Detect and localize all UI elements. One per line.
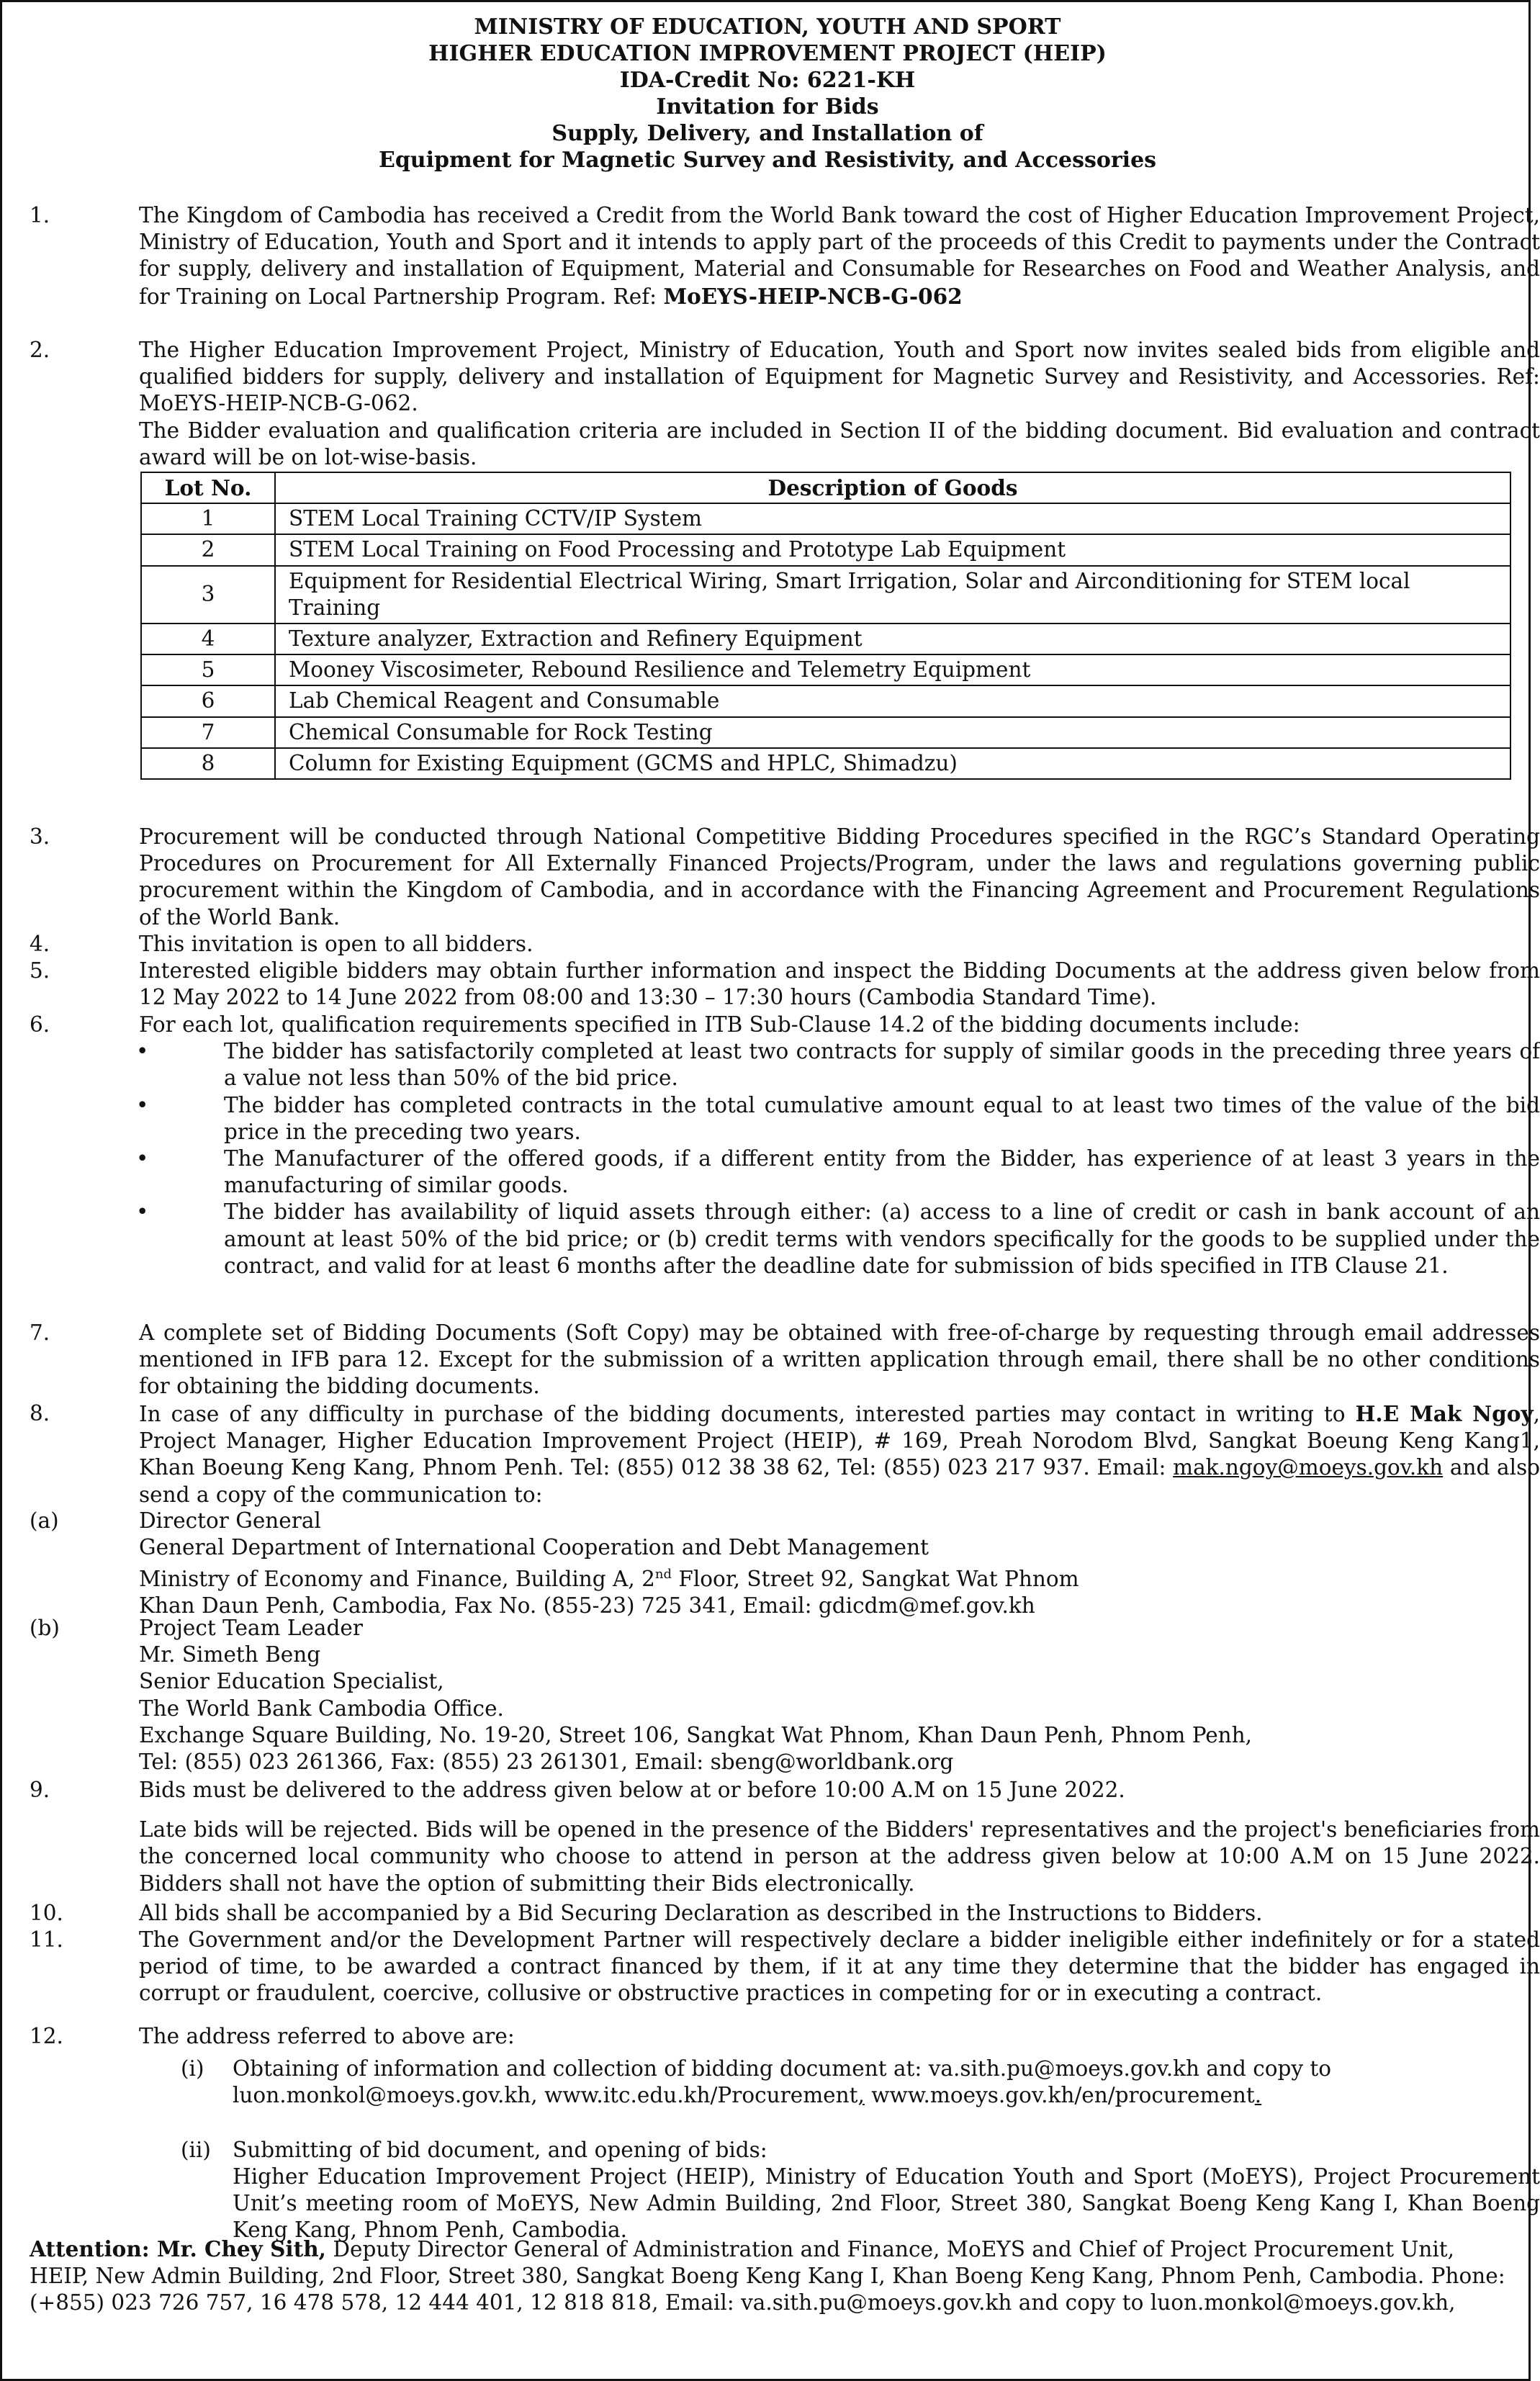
paragraph-number: 6.: [30, 1012, 50, 1037]
paragraph-text: This invitation is open to all bidders.: [139, 932, 533, 956]
table-row: [141, 624, 1510, 654]
paragraph-text: Interested eligible bidders may obtain further information and inspect the Bidding Documents at the address given below from 12 May 2022 to 14 June 2022 from 08:00 and 13:30 – 17:30 hours (Cambodia Standard Time).: [139, 958, 1540, 1010]
address-label-i: (i): [181, 2056, 204, 2081]
table-row: [141, 534, 1510, 565]
contact-a-line: Ministry of Economy and Finance, Building A, 2: [139, 1567, 655, 1592]
requirement-text: The Manufacturer of the offered goods, if a different entity from the Bidder, has experience of at least 3 years in the manufacturing of similar goods.: [224, 1146, 1540, 1198]
lot-description: Texture analyzer, Extraction and Refinery Equipment: [275, 624, 1510, 654]
lot-number: 1: [141, 503, 275, 534]
contact-a-line: Floor, Street 92, Sangkat Wat Phnom: [672, 1567, 1079, 1592]
subject-line-1: Supply, Delivery, and Installation of: [551, 121, 983, 146]
contact-b-line: The World Bank Cambodia Office.: [139, 1696, 504, 1721]
lots-table: [140, 472, 1511, 780]
paragraph-text: The Kingdom of Cambodia has received a Credit from the World Bank toward the cost of Higher Education Improvement Project, Ministry of Education, Youth and Sport and it intends to apply part of the proceeds of this Credit to payments under the Contract for supply, delivery and installation of Equipment, Material and Consumable for Researches on Food and Weather Analysis, and for Training on Local Partnership Program. Ref:: [139, 203, 1540, 309]
paragraph-text: The Higher Education Improvement Project, Ministry of Education, Youth and Sport now invites sealed bids from eligible and qualified bidders for supply, delivery and installation of Equipment for Magnetic Survey and Resistivity, and Accessories. Ref: MoEYS-HEIP-NCB-G-062.: [139, 338, 1540, 416]
paragraph-number: 3.: [30, 824, 50, 849]
address-i: [139, 2056, 1540, 2109]
address-ii-text: Higher Education Improvement Project (HEIP), Ministry of Education Youth and Sport (MoEYS), Project Procurement Unit’s meeting room of MoEYS, New Admin Building, 2nd Floor, Street 380, Sangkat Boeng Keng Kang I, Khan Boeng Keng Kang, Phnom Penh, Cambodia.: [233, 2164, 1540, 2243]
lot-description: STEM Local Training on Food Processing and Prototype Lab Equipment: [275, 534, 1510, 565]
contact-a-line: Director General: [139, 1508, 321, 1533]
paragraph-text: For each lot, qualification requirements specified in ITB Sub-Clause 14.2 of the bidding documents include:: [139, 1012, 1300, 1037]
period: .: [1254, 2083, 1262, 2108]
attention-label: Attention: Mr. Chey Sith,: [30, 2236, 326, 2261]
paragraph-number: 8.: [30, 1401, 50, 1426]
lot-number: 6: [141, 685, 275, 716]
lot-number: 5: [141, 654, 275, 685]
bullet-icon: •: [136, 1039, 149, 1064]
table-row: [141, 503, 1510, 534]
paragraph-text-2: Late bids will be rejected. Bids will be opened in the presence of the Bidders' representatives and the project's beneficiaries from the concerned local community who choose to attend in person at the address given below at 10:00 A.M on 15 June 2022. Bidders shall not have the option of submitting their Bids electronically.: [139, 1817, 1540, 1896]
lot-description: Mooney Viscosimeter, Rebound Resilience and Telemetry Equipment: [275, 654, 1510, 685]
requirement-text: The bidder has satisfactorily completed at least two contracts for supply of similar goods in the preceding three years of a value not less than 50% of the bid price.: [224, 1039, 1540, 1091]
paragraph-text: Bids must be delivered to the address given below at or before 10:00 A.M on 15 June 2022.: [139, 1778, 1125, 1802]
paragraph-number: 2.: [30, 338, 50, 362]
project-title: HIGHER EDUCATION IMPROVEMENT PROJECT (HEIP): [428, 41, 1107, 66]
notice-header: [2, 14, 1533, 174]
paragraph-number: 5.: [30, 958, 50, 983]
table-row: [141, 717, 1510, 748]
paragraph-text: All bids shall be accompanied by a Bid Securing Declaration as described in the Instructions to Bidders.: [139, 1901, 1263, 1925]
comma: ,: [857, 2083, 865, 2108]
column-header-lot: Lot No.: [141, 472, 275, 503]
address-label-ii: (ii): [181, 2137, 211, 2162]
contact-b-line: Senior Education Specialist,: [139, 1669, 444, 1694]
contact-b-line: Exchange Square Building, No. 19-20, Street 106, Sangkat Wat Phnom, Khan Daun Penh, Phnom Penh,: [139, 1722, 1253, 1747]
paragraph-number: 7.: [30, 1320, 50, 1345]
lot-number: 2: [141, 534, 275, 565]
contact-email-link[interactable]: mak.ngoy@moeys.gov.kh: [1173, 1455, 1444, 1480]
address-ii: [139, 2137, 1540, 2244]
lot-description: Chemical Consumable for Rock Testing: [275, 717, 1510, 748]
lot-description: Equipment for Residential Electrical Wiring, Smart Irrigation, Solar and Airconditioning for STEM local Training: [275, 566, 1510, 624]
contact-b-line: Tel: (855) 023 261366, Fax: (855) 23 261301, Email: sbeng@worldbank.org: [139, 1750, 954, 1775]
requirement-text: The bidder has completed contracts in the total cumulative amount equal to at least two times of the value of the bid price in the preceding two years.: [224, 1092, 1540, 1144]
paragraph-number: 1.: [30, 203, 50, 228]
contact-a-line: Khan Daun Penh, Cambodia, Fax No. (855-23) 725 341, Email: gdicdm@mef.gov.kh: [139, 1593, 1035, 1619]
attention-text: Deputy Director General of Administration and Finance, MoEYS and Chief of Project Procurement Unit, HEIP, New Admin Building, 2nd Floor, Street 380, Sangkat Boeng Keng Kang I, Khan Boeng Keng Kang, Phnom Penh, Cambodia. Phone: (+855) 023 726 757, 16 478 578, 12 444 401, 12 818 818, Email: va.sith.pu@moeys.gov.kh and copy to luon.monkol@moeys.gov.kh,: [30, 2237, 1505, 2315]
table-row: [141, 748, 1510, 779]
contact-a-line: General Department of International Cooperation and Debt Management: [139, 1535, 929, 1560]
lot-number: 3: [141, 566, 275, 624]
table-row: [141, 685, 1510, 716]
credit-number: IDA-Credit No: 6221-KH: [619, 68, 916, 93]
contact-label-a: (a): [30, 1508, 59, 1533]
table-row: [141, 566, 1510, 624]
subject-line-2: Equipment for Magnetic Survey and Resistivity, and Accessories: [378, 148, 1157, 173]
lot-number: 8: [141, 748, 275, 779]
contact-b-line: Project Team Leader: [139, 1616, 363, 1640]
contact-name: H.E Mak Ngoy: [1355, 1401, 1534, 1426]
table-row: [141, 654, 1510, 685]
lot-description: Lab Chemical Reagent and Consumable: [275, 685, 1510, 716]
address-i-line: Obtaining of information and collection of bidding document at: va.sith.pu@moeys.gov.kh and copy to: [233, 2056, 1332, 2081]
reference-number: MoEYS-HEIP-NCB-G-062: [663, 283, 963, 309]
lot-number: 4: [141, 624, 275, 654]
paragraph-text: A complete set of Bidding Documents (Soft Copy) may be obtained with free-of-charge by requesting through email addresses mentioned in IFB para 12. Except for the submission of a written application through email, there shall be no other conditions for obtaining the bidding documents.: [139, 1320, 1540, 1399]
ministry-title: MINISTRY OF EDUCATION, YOUTH AND SPORT: [474, 14, 1061, 40]
requirement-item: [136, 1146, 1540, 1199]
paragraph-number: 9.: [30, 1778, 50, 1802]
requirement-text: The bidder has availability of liquid assets through either: (a) access to a line of credit or cash in bank account of an amount at least 50% of the bid price; or (b) credit terms with vendors specifically for the goods to be supplied under the contract, and valid for at least 6 months after the deadline date for submission of bids specified in ITB Clause 21.: [224, 1199, 1540, 1278]
paragraph-text: Procurement will be conducted through National Competitive Bidding Procedures specified in the RGC’s Standard Operating Procedures on Procurement for All Externally Financed Projects/Program, under the laws and regulations governing public procurement within the Kingdom of Cambodia, and in accordance with the Financing Agreement and Procurement Regulations of the World Bank.: [139, 824, 1540, 930]
paragraph-text: The Government and/or the Development Partner will respectively declare a bidder ineligible either indefinitely or for a stated period of time, to be awarded a contract financed by them, if it at any time they determine that the bidder has engaged in corrupt or fraudulent, coercive, collusive or obstructive practices in competing for or in executing a contract.: [139, 1927, 1540, 2006]
paragraph-number: 12.: [30, 2024, 63, 2048]
paragraph-text: The address referred to above are:: [139, 2024, 515, 2048]
paragraph-number: 4.: [30, 932, 50, 956]
lot-number: 7: [141, 717, 275, 748]
document-type: Invitation for Bids: [656, 94, 879, 120]
paragraph-text-2: The Bidder evaluation and qualification criteria are included in Section II of the bidding document. Bid evaluation and contract award will be on lot-wise-basis.: [139, 418, 1540, 469]
contact-intro: In case of any difficulty in purchase of the bidding documents, interested parties may contact in writing to: [139, 1402, 1356, 1426]
address-ii-line: Submitting of bid document, and opening of bids:: [233, 2137, 767, 2162]
contact-details: , Project Manager, Higher Education Improvement Project (HEIP), # 169, Preah Norodom Blvd, Sangkat Boeung Keng Kang1, Khan Boeung Keng Kang, Phnom Penh. Tel: (855) 012 38 38 62, Tel: (855) 023 217 937. Email:: [139, 1402, 1540, 1480]
bullet-icon: •: [136, 1199, 149, 1225]
requirement-item: [136, 1199, 1540, 1279]
contact-b-line: Mr. Simeth Beng: [139, 1642, 321, 1667]
paragraph-number: 10.: [30, 1901, 63, 1925]
superscript: nd: [654, 1567, 672, 1583]
contact-label-b: (b): [30, 1616, 60, 1640]
lot-description: STEM Local Training CCTV/IP System: [275, 503, 1510, 534]
table-header-row: [141, 472, 1510, 503]
bullet-icon: •: [136, 1146, 149, 1171]
bullet-icon: •: [136, 1092, 149, 1117]
procurement-link[interactable]: www.moeys.gov.kh/en/procurement: [864, 2083, 1255, 2108]
column-header-description: Description of Goods: [275, 472, 1510, 503]
attention-block: [30, 2236, 1513, 2317]
contact-outro: and also send a copy of the communication to:: [139, 1455, 1540, 1507]
requirement-item: [136, 1092, 1540, 1146]
lot-description: Column for Existing Equipment (GCMS and HPLC, Shimadzu): [275, 748, 1510, 779]
paragraph-number: 11.: [30, 1927, 63, 1952]
requirement-item: [136, 1038, 1540, 1092]
address-i-line: luon.monkol@moeys.gov.kh, www.itc.edu.kh/Procurement: [233, 2083, 858, 2108]
